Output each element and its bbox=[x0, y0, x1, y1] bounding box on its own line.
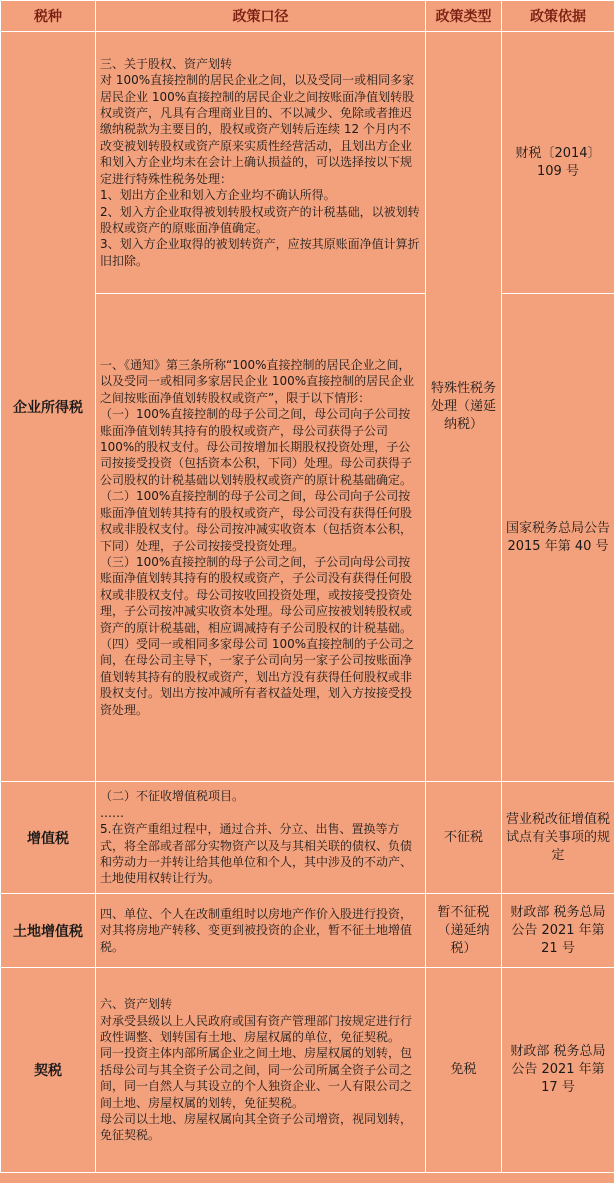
policy-line: （三）100%直接控制的母子公司之间，子公司向母公司按账面净值划转其持有的股权或资产，子公司没有获得任何股权或非股权支付。母公司按收回投资处理，或按接受投资处理，子公司按冲减实收资本处理。母公司应按被划转股权或资产的原计税基础，相应调减持有子公司股权的计税基础。 bbox=[100, 554, 413, 635]
policy-line: 一、《通知》第三条所称“100%直接控制的居民企业之间，以及受同一或相同多家居民企业 100%直接控制的居民企业之间按账面净值划转股权或资产”，限于以下情形： bbox=[100, 358, 415, 405]
policy-line: 对 100%直接控制的居民企业之间，以及受同一或相同多家居民企业 100%直接控制的居民企业之间按账面净值划转股权或资产，凡具有合理商业目的、不以减少、免除或者推迟缴纳税款为主要目的，股权或资产划转后连续 12 个月内不改变被划转股权或资产原来实质性经营活动，且划出方企业和划入方企业均未在会计上确认损益的，可以选择按以下规定进行特殊性税务处理： bbox=[100, 73, 415, 186]
vat-policy bbox=[96, 782, 426, 894]
cit-policy-1 bbox=[96, 32, 426, 294]
vat-basis-cell: 营业税改征增值税试点有关事项的规定 bbox=[502, 782, 614, 894]
vat-row bbox=[1, 782, 614, 894]
policy-line: 3、划入方企业取得的被划转资产，应按其原账面净值计算折旧扣除。 bbox=[100, 237, 420, 268]
policy-line: （一）100%直接控制的母子公司之间，母公司向子公司按账面净值划转其持有的股权或资产，母公司获得子公司 100%的股权支付。母公司按增加长期股权投资处理，子公司按接受投资（包括资本公积，下同）处理。母公司获得子公司股权的计税基础以划转股权或资产的原计税基础确定。 bbox=[100, 407, 413, 487]
policy-line: （二）不征收增值税项目。 bbox=[100, 789, 245, 804]
header-policy: 政策口径 bbox=[96, 1, 426, 32]
policy-line: 对承受县级以上人民政府或国有资产管理部门按规定进行行政性调整、划转国有土地、房屋权属的单位，免征契税。 bbox=[100, 1013, 413, 1044]
policy-line: 母公司以土地、房屋权属向其全资子公司增资，视同划转，免征契税。 bbox=[100, 1112, 413, 1143]
lat-policy bbox=[96, 894, 426, 968]
cit-row-1 bbox=[1, 32, 614, 294]
deed-type-cell: 免税 bbox=[426, 968, 502, 1173]
vat-tax-cell: 增值税 bbox=[1, 782, 96, 894]
lat-type-cell: 暂不征税（递延纳税） bbox=[426, 894, 502, 968]
policy-line: （二）100%直接控制的母子公司之间，母公司向子公司按账面净值划转其持有的股权或资产，母公司没有获得任何股权或非股权支付。母公司按冲减实收资本（包括资本公积，下同）处理，子公司按接受投资处理。 bbox=[100, 489, 413, 553]
deed-policy bbox=[96, 968, 426, 1173]
policy-line: 六、资产划转 bbox=[100, 997, 173, 1012]
policy-line: …… bbox=[100, 805, 124, 820]
policy-line: 三、关于股权、资产划转 bbox=[100, 56, 233, 71]
deed-row bbox=[1, 968, 614, 1173]
vat-type-cell: 不征税 bbox=[426, 782, 502, 894]
header-policy-type: 政策类型 bbox=[426, 1, 502, 32]
header-row bbox=[1, 1, 614, 32]
cit-basis-1: 财税〔2014〕109 号 bbox=[502, 32, 614, 294]
header-tax-type: 税种 bbox=[1, 1, 96, 32]
policy-line: （四）受同一或相同多家母公司 100%直接控制的子公司之间，在母公司主导下，一家子公司向另一家子公司按账面净值划转其持有的股权或资产，划出方没有获得任何股权或非股权支付。划出方按冲减所有者权益处理，划入方按接受投资处理。 bbox=[100, 636, 415, 717]
cit-basis-2: 国家税务总局公告 2015 年第 40 号 bbox=[502, 294, 614, 782]
policy-line: 2、划入方企业取得被划转股权或资产的计税基础，以被划转股权或资产的原账面净值确定。 bbox=[100, 204, 420, 235]
lat-basis-cell: 财政部 税务总局公告 2021 年第 21 号 bbox=[502, 894, 614, 968]
deed-tax-cell: 契税 bbox=[1, 968, 96, 1173]
policy-line: 5.在资产重组过程中，通过合并、分立、出售、置换等方式，将全部或者部分实物资产以及与其相关联的债权、负债和劳动力一并转让给其他单位和个人，其中涉及的不动产、土地使用权转让行为。 bbox=[100, 822, 413, 886]
deed-basis-cell: 财政部 税务总局公告 2021 年第 17 号 bbox=[502, 968, 614, 1173]
policy-line: 同一投资主体内部所属企业之间土地、房屋权属的划转，包括母公司与其全资子公司之间，同一公司所属全资子公司之间，同一自然人与其设立的个人独资企业、一人有限公司之间土地、房屋权属的划转，免征契税。 bbox=[100, 1046, 413, 1110]
header-policy-basis: 政策依据 bbox=[502, 1, 614, 32]
cit-tax-cell: 企业所得税 bbox=[1, 32, 96, 782]
policy-line: 1、划出方企业和划入方企业均不确认所得。 bbox=[100, 188, 336, 203]
cit-type-cell: 特殊性税务处理（递延纳税） bbox=[426, 32, 502, 782]
lat-row bbox=[1, 894, 614, 968]
lat-tax-cell: 土地增值税 bbox=[1, 894, 96, 968]
policy-line: 四、单位、个人在改制重组时以房地产作价入股进行投资，对其将房地产转移、变更到被投资的企业，暂不征土地增值税。 bbox=[100, 906, 413, 954]
cit-policy-2 bbox=[96, 294, 426, 782]
